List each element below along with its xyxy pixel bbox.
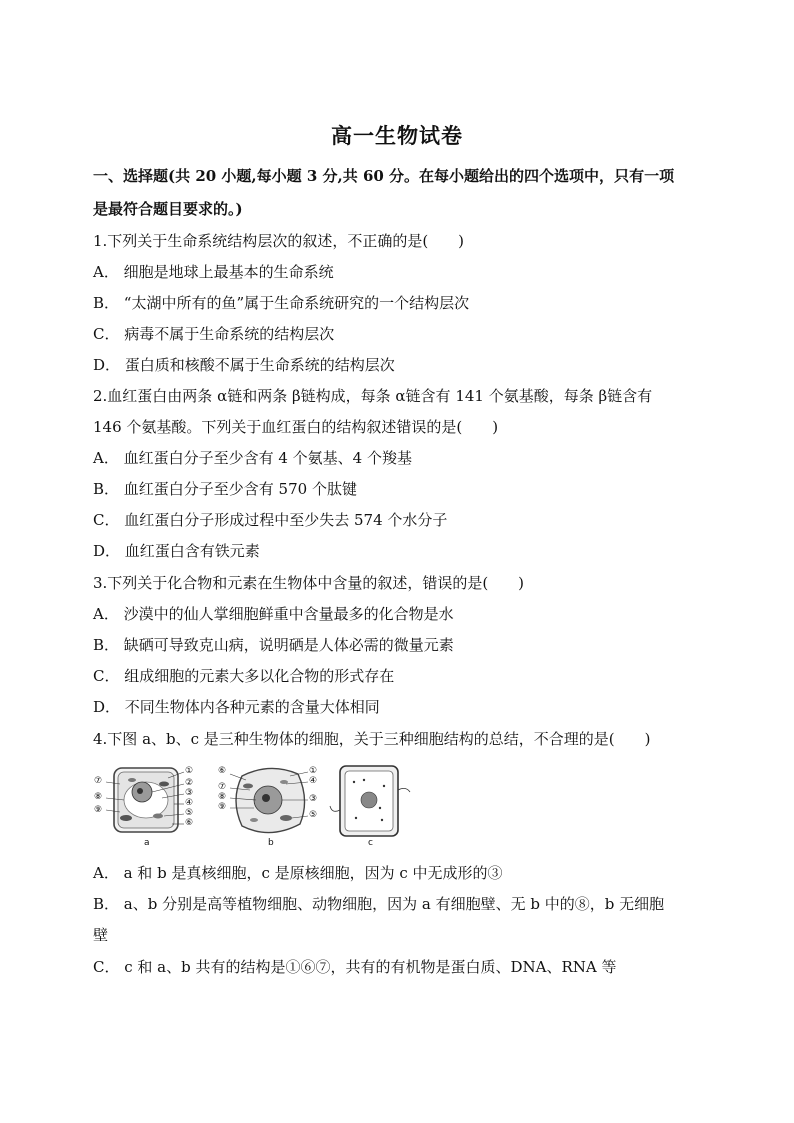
question-2-option-c: C． 血红蛋白分子形成过程中至少失去 574 个水分子 [93,511,448,529]
fig-a-label-2: ② [185,778,194,788]
question-4-stem: 4.下图 a、b、c 是三种生物体的细胞，关于三种细胞结构的总结，不合理的是( ) [93,730,651,748]
fig-b-label-1: ① [309,766,318,776]
fig-b-label-7: ⑦ [218,782,227,792]
question-1-stem: 1.下列关于生命系统结构层次的叙述，不正确的是( ) [93,232,465,250]
fig-c-caption: c [368,838,373,848]
fig-a-label-3: ③ [185,788,194,798]
fig-a-label-7: ⑦ [94,776,103,786]
question-3-stem: 3.下列关于化合物和元素在生物体中含量的叙述，错误的是( ) [93,574,525,592]
fig-b-label-8: ⑧ [218,792,227,802]
page-title: 高一生物试卷 [331,123,463,148]
question-3-option-c: C． 组成细胞的元素大多以化合物的形式存在 [93,667,395,685]
fig-b-label-3: ③ [309,794,318,804]
question-1-option-d: D． 蛋白质和核酸不属于生命系统的结构层次 [93,356,395,374]
question-2-option-d: D． 血红蛋白含有铁元素 [93,542,260,560]
fig-a-label-5: ⑤ [185,808,194,818]
question-3-option-b: B． 缺硒可导致克山病，说明硒是人体必需的微量元素 [93,636,454,654]
fig-a-label-9: ⑨ [94,805,103,815]
section-heading-line1: 一、选择题(共 20 小题,每小题 3 分,共 60 分。在每小题给出的四个选项中，只有一项 [93,167,675,185]
question-2-option-b: B． 血红蛋白分子至少含有 570 个肽键 [93,480,357,498]
fig-a-label-8: ⑧ [94,792,103,802]
section-heading-line2: 是最符合题目要求的。) [93,200,243,218]
question-3-option-d: D． 不同生物体内各种元素的含量大体相同 [93,698,380,716]
question-1-option-c: C． 病毒不属于生命系统的结构层次 [93,325,335,343]
fig-b-label-9: ⑨ [218,802,227,812]
question-4-option-a: A． a 和 b 是真核细胞，c 是原核细胞，因为 c 中无成形的③ [93,864,503,882]
question-2-stem-line2: 146 个氨基酸。下列关于血红蛋白的结构叙述错误的是( ) [93,418,499,436]
question-2-stem-line1: 2.血红蛋白由两条 α链和两条 β链构成，每条 α链含有 141 个氨基酸，每条 β链含有 [93,387,653,405]
fig-a-label-1: ① [185,766,194,776]
question-1-option-a: A． 细胞是地球上最基本的生命系统 [93,263,334,281]
fig-a-label-4: ④ [185,798,194,808]
question-3-option-a: A． 沙漠中的仙人掌细胞鲜重中含量最多的化合物是水 [93,605,454,623]
question-4-option-c: C． c 和 a、b 共有的结构是①⑥⑦，共有的有机物是蛋白质、DNA、RNA 等 [93,958,617,976]
question-4-option-b: B． a、b 分别是高等植物细胞、动物细胞，因为 a 有细胞壁、无 b 中的⑧，b 无细胞 [93,895,665,913]
fig-a-label-6: ⑥ [185,818,194,828]
fig-b-label-5: ⑤ [309,810,318,820]
fig-b-caption: b [268,838,274,848]
question-2-option-a: A． 血红蛋白分子至少含有 4 个氨基、4 个羧基 [93,449,412,467]
question-4-option-b-cont: 壁 [93,926,109,944]
cell-figure [96,760,416,852]
fig-b-label-4: ④ [309,776,318,786]
question-1-option-b: B． “太湖中所有的鱼”属于生命系统研究的一个结构层次 [93,294,470,312]
fig-a-caption: a [144,838,150,848]
fig-b-label-6: ⑥ [218,766,227,776]
